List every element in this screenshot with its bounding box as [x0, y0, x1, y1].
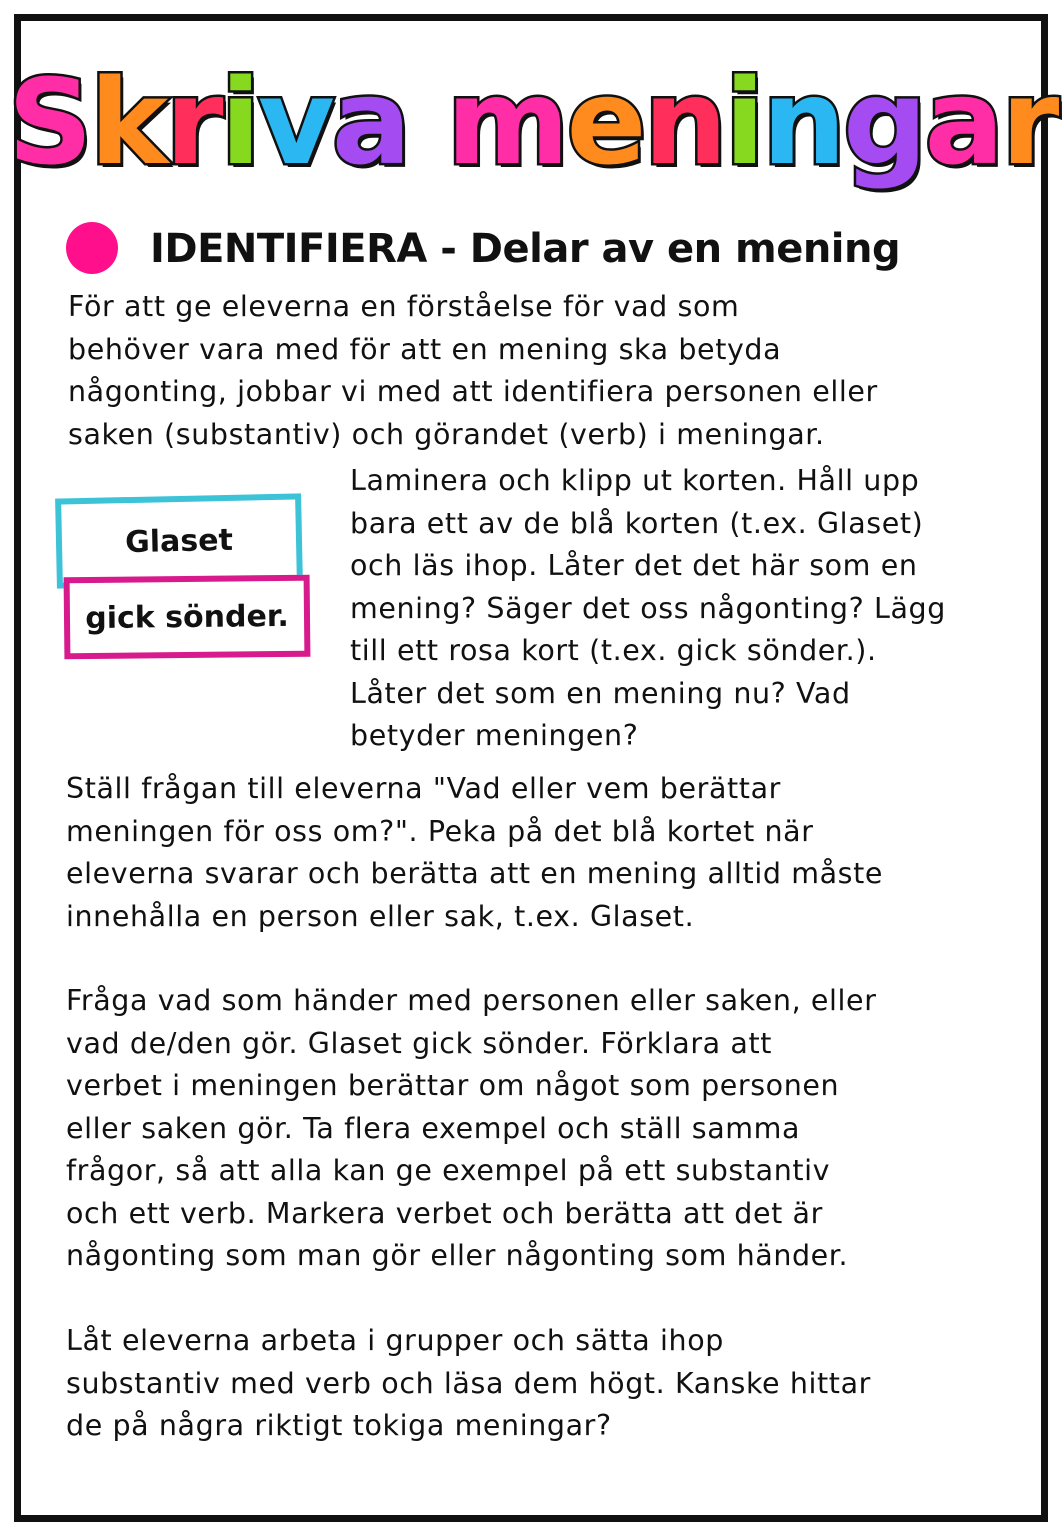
verb-card — [64, 575, 311, 660]
title-letter: a — [331, 53, 409, 191]
title-letter: a — [924, 53, 1002, 191]
verb-card-label: gick sönder. — [85, 598, 289, 636]
instructions-paragraph: Laminera och klipp ut korten. Håll upp bara ett av de blå korten (t.ex. Glaset) och läs ihop. Låter det det här som en mening? Säger det oss någonting? Lägg till ett rosa kort (t.ex. gick sönder.). Låter det som en mening nu? Vad betyder meningen? — [350, 464, 946, 752]
title-letter — [408, 53, 446, 191]
title-letter: r — [165, 53, 221, 191]
title-letter: n — [643, 53, 725, 191]
noun-card-label: Glaset — [124, 522, 234, 560]
page-title — [0, 52, 1064, 192]
title-letter: i — [724, 53, 762, 191]
title-letter: v — [257, 53, 332, 191]
title-letter: n — [761, 53, 843, 191]
title-letter: S — [7, 53, 90, 191]
intro-paragraph: För att ge eleverna en förståelse för vad som behöver vara med för att en mening ska betyda någonting, jobbar vi med att identifiera personen eller saken (substantiv) och görandet (verb) i meningar. — [68, 290, 878, 451]
title-letter: g — [842, 53, 925, 191]
section-heading: IDENTIFIERA - Delar av en mening — [150, 226, 901, 272]
title-letter: r — [1001, 53, 1057, 191]
title-letter: i — [220, 53, 258, 191]
title-letter: k — [89, 53, 166, 191]
group-work-paragraph: Låt eleverna arbeta i grupper och sätta ihop substantiv med verb och läsa dem högt. Kanske hittar de på några riktigt tokiga meningar? — [66, 1324, 871, 1442]
bullet-dot — [66, 222, 118, 274]
title-letter: m — [446, 53, 567, 191]
question-paragraph: Ställ frågan till eleverna "Vad eller vem berättar meningen för oss om?". Peka på det blå kortet när eleverna svarar och berätta att en mening alltid måste innehålla en person eller sak, t.ex. Glaset. — [66, 772, 883, 933]
title-letter: e — [566, 53, 644, 191]
verb-paragraph: Fråga vad som händer med personen eller saken, eller vad de/den gör. Glaset gick sönder. Förklara att verbet i meningen berättar om något som personen eller saken gör. Ta flera exempel och ställ samma frågor, så att alla kan ge exempel på ett substantiv och ett verb. Markera verbet och berätta att det är någonting som man gör eller någonting som händer. — [66, 984, 877, 1272]
